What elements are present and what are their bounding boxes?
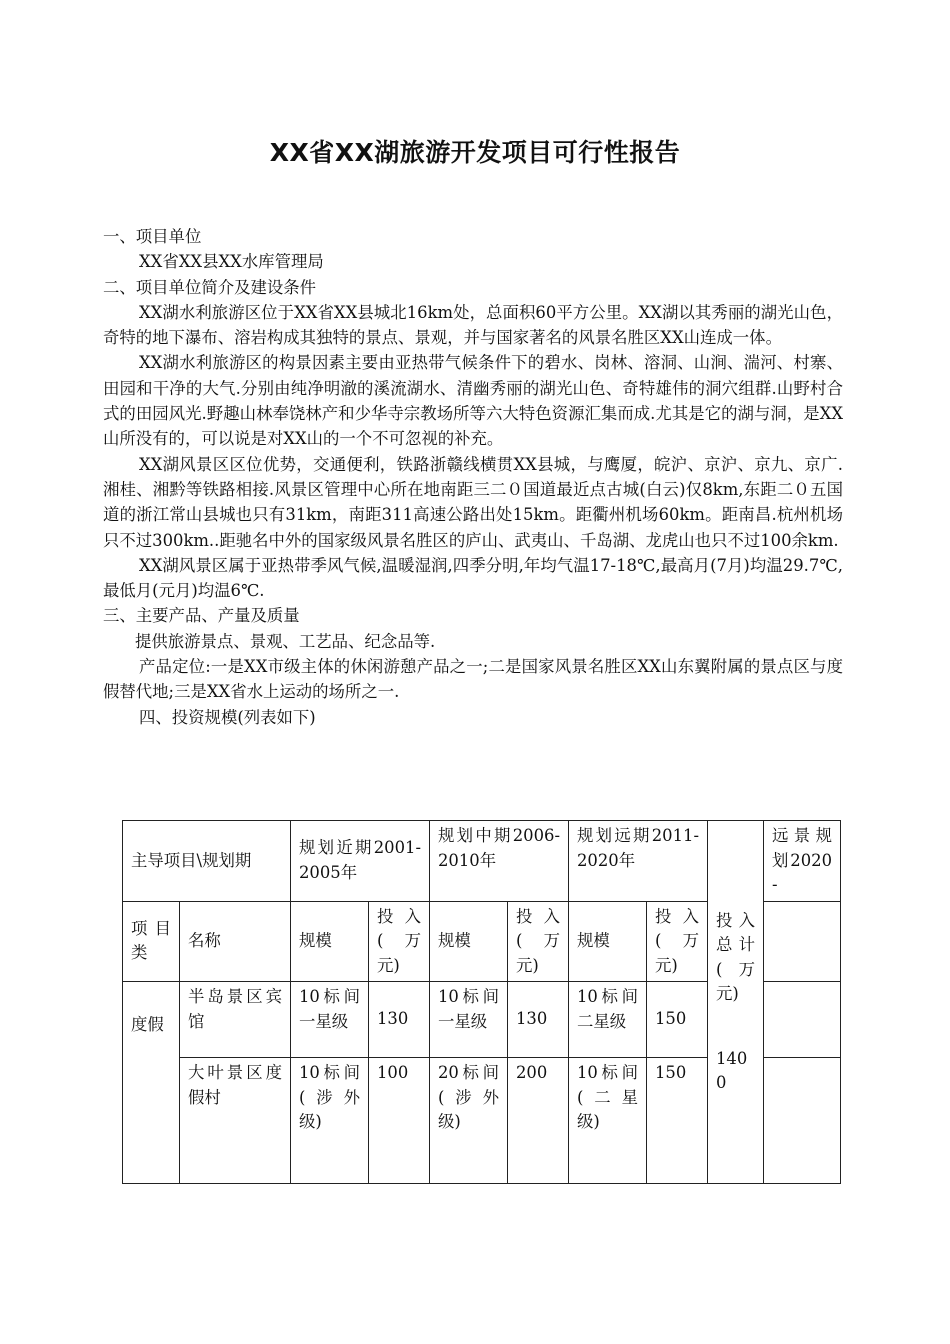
header-period-mid: 规划中期2006-2010年 [430,821,569,902]
row-1-far-invest: 150 [647,982,708,1058]
section-2-paragraph-1: XX湖水利旅游区位于XX省XX县城北16km处，总面积60平方公里。XX湖以其秀丽的湖光山色，奇特的地下瀑布、溶岩构成其独特的景点、景观，并与国家著名的风景名胜区XX山连成一体。 [103,302,843,348]
section-2-paragraph-3: XX湖风景区区位优势，交通便利，铁路浙赣线横贯XX县城，与鹰厦，皖沪、京沪、京九、京广.湘桂、湘黔等铁路相接.风景区管理中心所在地南距三二０国道最近点古城(白云)仅8km,东距二０五国道的浙江常山县城也只有31km，南距311高速公路出处15km。距衢州机场60km。距南昌.杭州机场只不过300km..距驰名中外的国家级风景名胜区的庐山、武夷山、千岛湖、龙虎山也只不过100余km. [103,454,844,550]
row-1-near-scale: 10标间一星级 [291,982,369,1058]
header-vision: 远景规划2020- [764,821,841,902]
section-3-paragraph-1: 提供旅游景点、景观、工艺品、纪念品等. [135,631,436,651]
row-1-far-scale: 10标间二星级 [569,982,647,1058]
category-cell: 度假 [123,982,180,1184]
row-2-mid-scale: 20标间(涉外级) [430,1058,508,1184]
total-value: 1400 [716,1048,748,1092]
row-2-vision [764,1058,841,1184]
row-1-near-invest: 130 [369,982,430,1058]
section-1-heading: 一、项目单位 [103,227,202,246]
document-body [103,224,843,730]
header-far-scale: 规模 [569,901,647,982]
header-mid-scale: 规模 [430,901,508,982]
header-period-near: 规划近期2001-2005年 [291,821,430,902]
row-2-near-invest: 100 [369,1058,430,1184]
row-1-mid-scale: 10标间一星级 [430,982,508,1058]
row-2-far-scale: 10标间(二星级) [569,1058,647,1184]
header-total-label: 投入总计(万元) [716,910,755,1003]
section-2-paragraph-4: XX湖风景区属于亚热带季风气候,温暖湿润,四季分明,年均气温17-18℃,最高月(7月)均温29.7℃,最低月(元月)均温6℃. [103,555,843,601]
header-name: 名称 [180,901,291,982]
section-2-paragraph-2: XX湖水利旅游区的构景因素主要由亚热带气候条件下的碧水、岗林、溶洞、山涧、湍河、村寨、田园和干净的大气.分别由纯净明澈的溪流湖水、清幽秀丽的湖光山色、奇特雄伟的洞穴组群.山野村合式的田园风光.野趣山林奉饶林产和少华寺宗教场所等六大特色资源汇集而成.尤其是它的湖与洞，是XX山所没有的，可以说是对XX山的一个不可忽视的补充。 [103,353,843,449]
header-category: 项目类 [123,901,180,982]
section-3-paragraph-2: 产品定位:一是XX市级主体的休闲游憩产品之一;二是国家风景名胜区XX山东翼附属的景点区与度假替代地;三是XX省水上运动的场所之一. [103,657,843,702]
vision-cell-2 [764,901,841,982]
row-1-vision [764,982,841,1058]
header-near-scale: 规模 [291,901,369,982]
row-2-near-scale: 10标间(涉外级) [291,1058,369,1184]
row-2-mid-invest: 200 [508,1058,569,1184]
section-4-heading: 四、投资规模(列表如下) [139,707,316,727]
header-total [708,821,764,1184]
header-near-invest: 投入(万元) [369,901,430,982]
header-far-invest: 投入(万元) [647,901,708,982]
section-3-heading: 三、主要产品、产量及质量 [103,606,300,626]
row-1-name: 半岛景区宾馆 [180,982,291,1058]
investment-table [122,820,841,1184]
section-1-body: XX省XX县XX水库管理局 [139,252,324,272]
document-title: XX省XX湖旅游开发项目可行性报告 [269,138,681,167]
header-mid-invest: 投入(万元) [508,901,569,982]
header-period-far: 规划远期2011-2020年 [569,821,708,902]
row-2-name: 大叶景区度假村 [180,1058,291,1184]
row-1-mid-invest: 130 [508,982,569,1058]
header-main: 主导项目\规划期 [123,821,291,902]
row-2-far-invest: 150 [647,1058,708,1184]
section-2-heading: 二、项目单位简介及建设条件 [103,277,317,297]
